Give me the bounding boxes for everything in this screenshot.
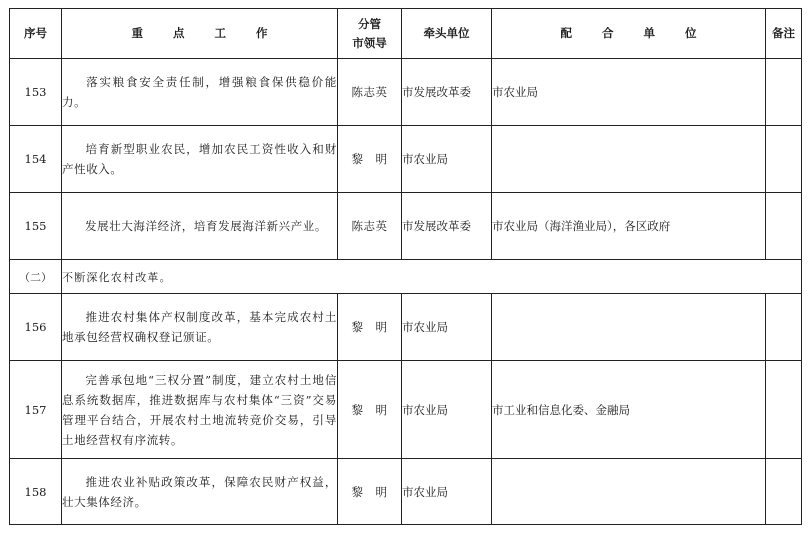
header-coop-unit: 配 合 单 位 — [492, 9, 766, 59]
row-lead-unit: 市发展改革委 — [402, 193, 492, 260]
row-remark — [766, 59, 802, 126]
work-table — [9, 8, 802, 525]
header-lead-unit: 牵头单位 — [402, 9, 492, 59]
row-remark — [766, 193, 802, 260]
row-coop-unit: 市农业局（海洋渔业局），各区政府 — [492, 193, 766, 260]
table-row — [10, 59, 802, 126]
row-lead-unit: 市农业局 — [402, 294, 492, 361]
row-leader: 黎 明 — [338, 126, 402, 193]
row-no: 157 — [10, 361, 62, 459]
table-row — [10, 294, 802, 361]
row-task: 推进农村集体产权制度改革，基本完成农村土地承包经营权确权登记颁证。 — [62, 294, 338, 361]
row-no: 154 — [10, 126, 62, 193]
row-remark — [766, 126, 802, 193]
row-remark — [766, 361, 802, 459]
table-row — [10, 193, 802, 260]
row-lead-unit: 市发展改革委 — [402, 59, 492, 126]
row-lead-unit: 市农业局 — [402, 459, 492, 525]
row-task: 发展壮大海洋经济，培育发展海洋新兴产业。 — [62, 193, 338, 260]
row-coop-unit — [492, 126, 766, 193]
section-title: 不断深化农村改革。 — [62, 260, 802, 294]
row-task: 推进农业补贴政策改革，保障农民财产权益，壮大集体经济。 — [62, 459, 338, 525]
row-task: 落实粮食安全责任制，增强粮食保供稳价能力。 — [62, 59, 338, 126]
row-coop-unit: 市农业局 — [492, 59, 766, 126]
table-row — [10, 126, 802, 193]
row-lead-unit: 市农业局 — [402, 361, 492, 459]
header-leader: 分管 市领导 — [338, 9, 402, 59]
section-row — [10, 260, 802, 294]
row-remark — [766, 294, 802, 361]
row-task: 完善承包地“三权分置”制度，建立农村土地信息系统数据库，推进数据库与农村集体“三资”交易管理平台结合，开展农村土地流转竞价交易，引导土地经营权有序流转。 — [62, 361, 338, 459]
header-remark: 备注 — [766, 9, 802, 59]
header-no: 序号 — [10, 9, 62, 59]
row-coop-unit — [492, 459, 766, 525]
row-task: 培育新型职业农民，增加农民工资性收入和财产性收入。 — [62, 126, 338, 193]
table-row — [10, 459, 802, 525]
row-leader: 黎 明 — [338, 459, 402, 525]
row-leader: 陈志英 — [338, 193, 402, 260]
row-lead-unit: 市农业局 — [402, 126, 492, 193]
section-no: （二） — [10, 260, 62, 294]
header-task: 重 点 工 作 — [62, 9, 338, 59]
table-row — [10, 361, 802, 459]
row-leader: 黎 明 — [338, 294, 402, 361]
row-coop-unit: 市工业和信息化委、金融局 — [492, 361, 766, 459]
row-leader: 黎 明 — [338, 361, 402, 459]
row-no: 153 — [10, 59, 62, 126]
row-remark — [766, 459, 802, 525]
row-leader: 陈志英 — [338, 59, 402, 126]
row-no: 158 — [10, 459, 62, 525]
header-row — [10, 9, 802, 59]
row-coop-unit — [492, 294, 766, 361]
row-no: 156 — [10, 294, 62, 361]
row-no: 155 — [10, 193, 62, 260]
